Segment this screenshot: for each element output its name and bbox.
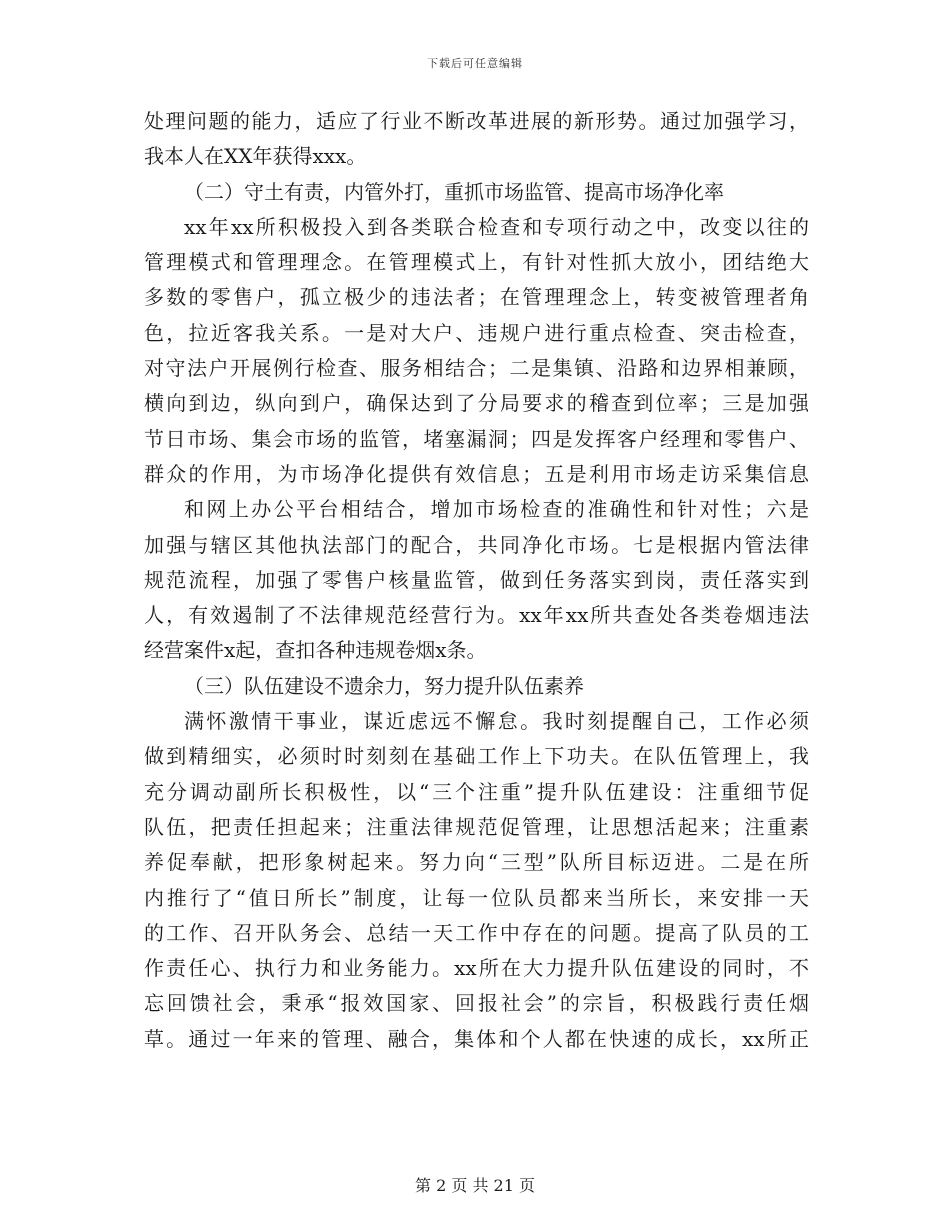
text-line: 充分调动副所长积极性，以“三个注重”提升队伍建设：注重细节促 [144, 779, 809, 804]
text-line: 群众的作用，为市场净化提供有效信息；五是利用市场走访采集信息 [144, 461, 809, 486]
document-body [144, 104, 809, 1057]
section-heading: （三）队伍建设不遗余力，努力提升队伍素养 [184, 673, 584, 698]
text-line: 横向到边，纵向到户，确保达到了分局要求的稽查到位率；三是加强 [144, 391, 809, 416]
text-line: 队伍，把责任担起来；注重法律规范促管理，让思想活起来；注重素 [144, 814, 809, 839]
text-line: 我本人在XX年获得xxx。 [144, 144, 367, 169]
text-line: 的工作、召开队务会、总结一天工作中存在的问题。提高了队员的工 [144, 920, 809, 945]
text-line: 内推行了“值日所长”制度，让每一位队员都来当所长，来安排一天 [144, 885, 809, 910]
text-line: 色，拉近客我关系。一是对大户、违规户进行重点检查、突击检查， [144, 320, 809, 345]
text-line: 作责任心、执行力和业务能力。xx所在大力提升队伍建设的同时，不 [144, 956, 809, 981]
page-number-footer: 第 2 页 共 21 页 [415, 1176, 535, 1195]
text-line: 管理模式和管理理念。在管理模式上，有针对性抓大放小，团结绝大 [144, 250, 809, 275]
section-heading: （二）守土有责，内管外打，重抓市场监管、提高市场净化率 [184, 179, 724, 204]
text-line: 对守法户开展例行检查、服务相结合；二是集镇、沿路和边界相兼顾， [144, 356, 809, 381]
text-line: 养促奉献，把形象树起来。努力向“三型”队所目标迈进。二是在所 [144, 850, 809, 875]
page-header: 下载后可任意编辑 [427, 57, 523, 70]
text-line: 经营案件x起，查扣各种违规卷烟x条。 [144, 638, 487, 663]
text-line: 忘回馈社会，秉承“报效国家、回报社会”的宗旨，积极践行责任烟 [144, 991, 809, 1016]
text-line: 节日市场、集会市场的监管，堵塞漏洞；四是发挥客户经理和零售户、 [144, 426, 809, 451]
text-line: 满怀激情干事业，谋近虑远不懈怠。我时刻提醒自己，工作必须 [184, 709, 809, 734]
text-line: 草。通过一年来的管理、融合，集体和个人都在快速的成长，xx所正 [144, 1026, 809, 1051]
text-line: 规范流程，加强了零售户核量监管，做到任务落实到岗，责任落实到 [144, 567, 809, 592]
text-line: 做到精细实，必须时时刻刻在基础工作上下功夫。在队伍管理上，我 [144, 744, 809, 769]
text-line: 人，有效遏制了不法律规范经营行为。xx年xx所共查处各类卷烟违法 [144, 603, 809, 628]
text-line: 和网上办公平台相结合，增加市场检查的准确性和针对性；六是 [184, 497, 809, 522]
text-line: xx年xx所积极投入到各类联合检查和专项行动之中，改变以往的 [184, 214, 809, 239]
text-line: 处理问题的能力，适应了行业不断改革进展的新形势。通过加强学习， [144, 109, 809, 133]
text-line: 多数的零售户，孤立极少的违法者；在管理理念上，转变被管理者角 [144, 285, 809, 310]
text-line: 加强与辖区其他执法部门的配合，共同净化市场。七是根据内管法律 [144, 532, 809, 557]
